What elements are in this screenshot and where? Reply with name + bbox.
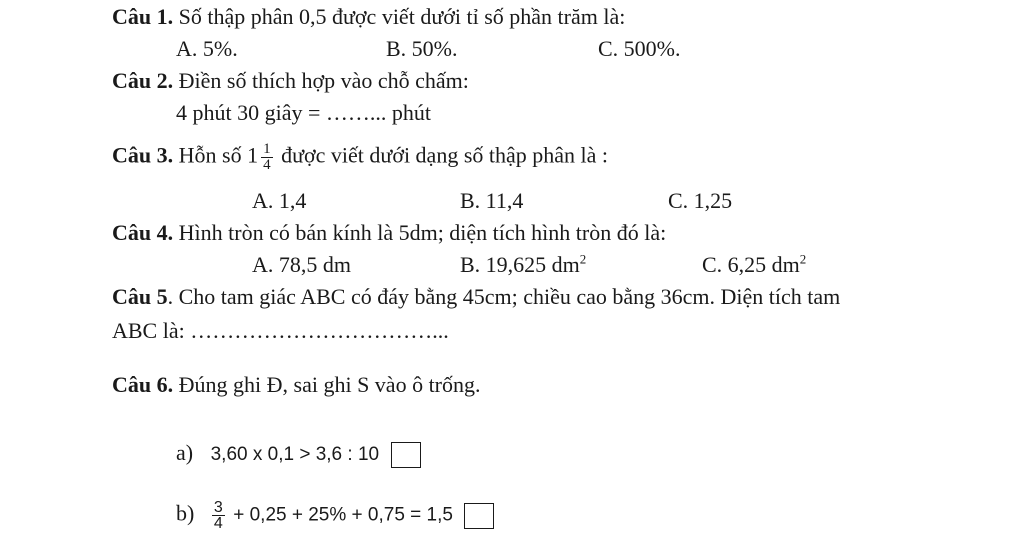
item-b-expression: + 0,25 + 25% + 0,75 = 1,5 bbox=[233, 504, 453, 526]
question-4-label: Câu 4. bbox=[112, 220, 174, 245]
question-1-option-c: C. 500%. bbox=[598, 36, 681, 61]
question-4-option-b bbox=[460, 252, 586, 278]
question-6-label: Câu 6. bbox=[112, 372, 174, 397]
question-4-option-c-text: C. 6,25 dm bbox=[702, 252, 800, 277]
fraction-denominator: 4 bbox=[263, 157, 271, 173]
question-5-label: Câu 5 bbox=[112, 284, 168, 309]
question-4-text: Hình tròn có bán kính là 5dm; diện tích hình tròn đó là: bbox=[178, 220, 667, 245]
question-6-item-a bbox=[176, 440, 421, 468]
question-4-option-b-exponent: 2 bbox=[579, 251, 587, 267]
question-3-option-c: C. 1,25 bbox=[668, 188, 733, 213]
question-5 bbox=[112, 284, 1024, 310]
question-3 bbox=[112, 142, 608, 173]
question-2-fill-line: 4 phút 30 giây = ……... phút bbox=[176, 100, 432, 125]
question-6-item-b bbox=[176, 500, 494, 531]
question-5-fill-line: ABC là: ……………………………... bbox=[112, 318, 449, 343]
answer-box-b[interactable] bbox=[464, 503, 494, 529]
item-b-label: b) bbox=[176, 500, 195, 526]
question-3-option-a: A. 1,4 bbox=[252, 188, 307, 213]
item-a-expression: 3,60 x 0,1 > 3,6 : 10 bbox=[210, 444, 380, 465]
question-1-option-b: B. 50%. bbox=[386, 36, 458, 61]
question-4-option-c bbox=[702, 252, 806, 278]
question-1-text: Số thập phân 0,5 được viết dưới tỉ số phần trăm là: bbox=[178, 4, 626, 29]
answer-box-a[interactable] bbox=[391, 442, 421, 468]
item-b-denominator: 4 bbox=[213, 515, 223, 532]
question-1-label: Câu 1. bbox=[112, 4, 174, 29]
question-4-option-a: A. 78,5 dm bbox=[252, 252, 351, 277]
item-b-numerator: 3 bbox=[213, 499, 223, 516]
mixed-number-fraction bbox=[261, 142, 273, 173]
question-2-label: Câu 2. bbox=[112, 68, 174, 93]
question-5-text: . Cho tam giác ABC có đáy bằng 45cm; chiều cao bằng 36cm. Diện tích tam bbox=[167, 284, 841, 309]
question-3-label: Câu 3. bbox=[112, 142, 174, 168]
item-b-fraction bbox=[212, 500, 225, 531]
question-4-option-b-text: B. 19,625 dm bbox=[460, 252, 580, 277]
question-2-text: Điền số thích hợp vào chỗ chấm: bbox=[178, 68, 469, 93]
question-3-text-before: Hỗn số 1 bbox=[178, 142, 259, 168]
question-6-text: Đúng ghi Đ, sai ghi S vào ô trống. bbox=[178, 372, 481, 397]
question-3-text-after: được viết dưới dạng số thập phân là : bbox=[281, 142, 609, 168]
question-1-option-a: A. 5%. bbox=[176, 36, 238, 61]
question-3-option-b: B. 11,4 bbox=[460, 188, 524, 213]
question-4 bbox=[112, 220, 666, 246]
fraction-numerator: 1 bbox=[263, 141, 271, 157]
question-2 bbox=[112, 68, 469, 94]
question-1 bbox=[112, 4, 625, 30]
question-4-option-c-exponent: 2 bbox=[799, 251, 807, 267]
item-a-label: a) bbox=[176, 440, 194, 465]
question-6 bbox=[112, 372, 481, 398]
